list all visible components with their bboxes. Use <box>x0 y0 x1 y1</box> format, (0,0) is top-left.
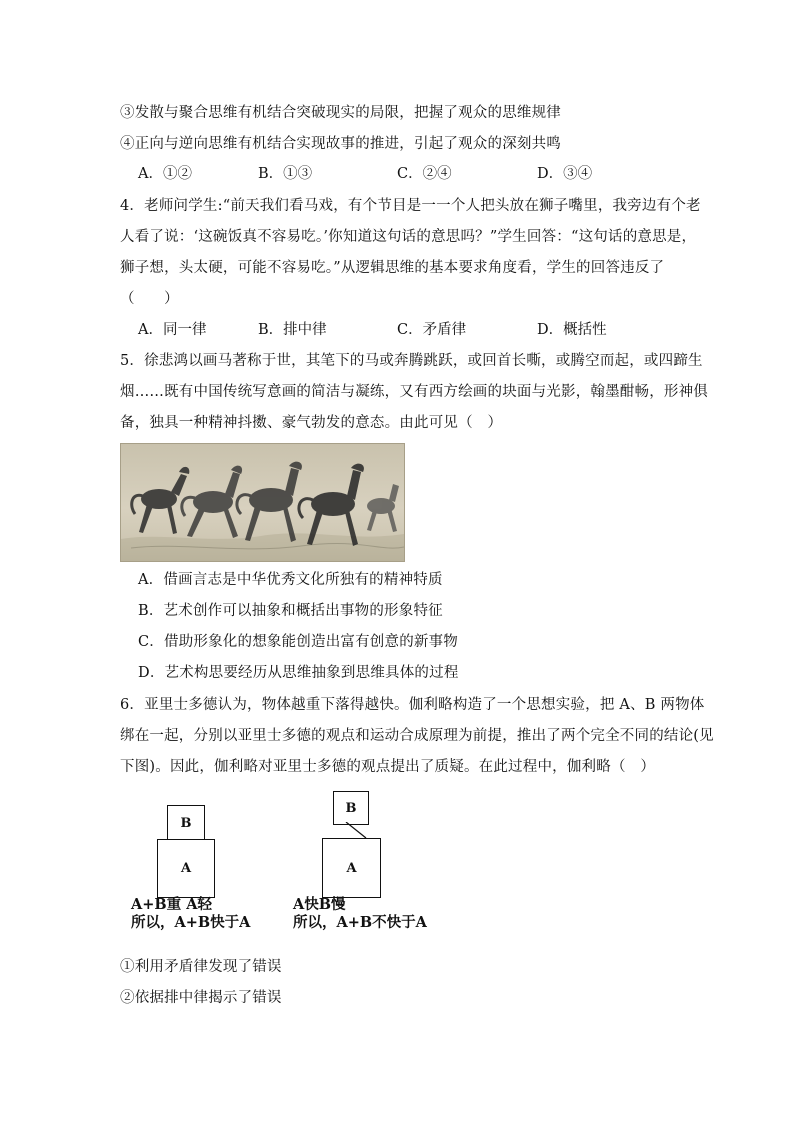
q4-choice-b: B．排中律 <box>258 322 327 338</box>
q6-item-1: ①利用矛盾律发现了错误 <box>120 959 282 975</box>
q4-line-4: （ ） <box>120 291 179 307</box>
q5-line-2: 烟……既有中国传统写意画的简洁与凝练，又有西方绘画的块面与光影，翰墨酣畅，形神俱 <box>120 384 708 400</box>
diagram-right-box-a: A <box>322 838 381 898</box>
diagram-right-box-b: B <box>333 791 369 825</box>
q5-choice-a: A．借画言志是中华优秀文化所独有的精神特质 <box>138 572 443 588</box>
q3-choice-d: D．③④ <box>537 166 593 182</box>
q3-choice-c: C．②④ <box>397 166 452 182</box>
diagram-left-caption-1: A+B重 A轻 <box>131 896 212 913</box>
diagram-left-box-a: A <box>157 839 215 898</box>
q5-choice-d: D．艺术构思要经历从思维抽象到思维具体的过程 <box>138 665 459 681</box>
diagram-left-box-b: B <box>167 805 205 841</box>
q5-line-1: 5．徐悲鸿以画马著称于世，其笔下的马或奔腾跳跃，或回首长嘶，或腾空而起，或四蹄生 <box>120 353 703 369</box>
q4-line-1: 4．老师问学生:“前天我们看马戏，有个节目是一一个人把头放在狮子嘴里，我旁边有个老 <box>120 198 701 214</box>
q5-choice-b: B．艺术创作可以抽象和概括出事物的形象特征 <box>138 603 443 619</box>
q4-choice-c: C．矛盾律 <box>397 322 467 338</box>
q4-choice-a: A．同一律 <box>138 322 207 338</box>
diagram-right-caption-2: 所以，A+B不快于A <box>293 914 427 931</box>
q4-line-3: 狮子想，头太硬，可能不容易吃。”从逻辑思维的基本要求角度看，学生的回答违反了 <box>120 260 665 276</box>
diagram-left-caption-2: 所以，A+B快于A <box>131 914 251 931</box>
q5-choice-c: C．借助形象化的想象能创造出富有创意的新事物 <box>138 634 458 650</box>
q6-item-2: ②依据排中律揭示了错误 <box>120 990 282 1006</box>
q3-choice-b: B．①③ <box>258 166 313 182</box>
q6-line-1: 6．亚里士多德认为，物体越重下落得越快。伽利略构造了一个思想实验，把 A、B 两物体 <box>120 697 705 713</box>
q6-line-3: 下图)。因此，伽利略对亚里士多德的观点提出了质疑。在此过程中，伽利略（ ） <box>120 759 656 775</box>
horse-painting-image <box>120 443 405 562</box>
q4-line-2: 人看了说：‘这碗饭真不容易吃。’你知道这句话的意思吗？”学生回答：“这句话的意思是， <box>120 229 697 245</box>
q3-option-3: ③发散与聚合思维有机结合突破现实的局限，把握了观众的思维规律 <box>120 105 561 121</box>
q6-line-2: 绑在一起，分别以亚里士多德的观点和运动合成原理为前提，推出了两个完全不同的结论(见 <box>120 728 714 744</box>
q4-choice-d: D．概括性 <box>537 322 607 338</box>
q3-choice-a: A．①② <box>138 166 192 182</box>
q3-option-4: ④正向与逆向思维有机结合实现故事的推进，引起了观众的深刻共鸣 <box>120 136 561 152</box>
q5-line-3: 备，独具一种精神抖擞、豪气勃发的意态。由此可见（ ） <box>120 415 503 431</box>
diagram-right-caption-1: A快B慢 <box>293 896 346 913</box>
